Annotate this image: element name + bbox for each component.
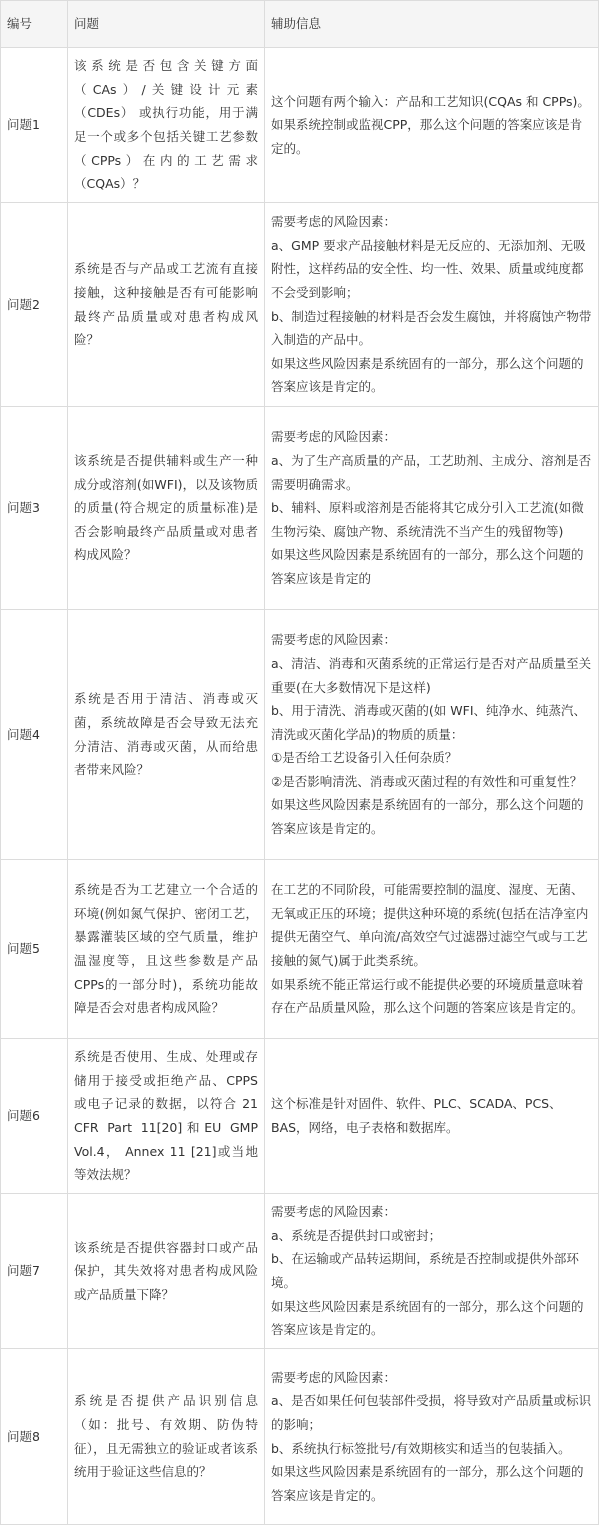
info-text: 需要考虑的风险因素： a、为了生产高质量的产品，工艺助剂、主成分、溶剂是否需要明确需求。 b、辅料、原料或溶剂是否能将其它成分引入工艺流(如微生物污染、腐蚀产物、系统清洗不当产生的残留物等) 如果这些风险因素是系统固有的一部分，那么这个问题的答案应该是肯定的 (271, 429, 592, 586)
row-info (265, 407, 599, 610)
question-text: 该系统是否提供辅料或生产一种成分或溶剂(如WFI)，以及该物质的质量(符合规定的质量标准)是否会影响最终产品质量或对患者构成风险？ (74, 453, 258, 563)
row-id: 问题5 (1, 860, 68, 1039)
row-question (68, 48, 265, 203)
row-question (68, 407, 265, 610)
question-text: 系统是否提供产品识别信息（如：批号、有效期、防伪特征），且无需独立的验证或者该系统用于验证这些信息的？ (74, 1393, 258, 1480)
row-question (68, 1194, 265, 1349)
table-row (1, 1349, 599, 1525)
row-question (68, 1349, 265, 1525)
row-info (265, 203, 599, 407)
info-text: 需要考虑的风险因素： a、系统是否提供封口或密封； b、在运输或产品转运期间，系统是否控制或提供外部环境。 如果这些风险因素是系统固有的一部分，那么这个问题的答案应该是肯定的。 (271, 1204, 584, 1338)
question-text: 系统是否用于清洁、消毒或灭菌，系统故障是否会导致无法充分清洁、消毒或灭菌，从而给患者带来风险？ (74, 691, 258, 778)
info-text: 这个标准是针对固件、软件、PLC、SCADA、PCS、BAS，网络，电子表格和数据库。 (271, 1096, 562, 1135)
row-id: 问题6 (1, 1039, 68, 1194)
question-text: 该系统是否提供容器封口或产品保护，其失效将对患者构成风险或产品质量下降？ (74, 1239, 258, 1302)
table-row (1, 860, 599, 1039)
info-text: 需要考虑的风险因素： a、GMP 要求产品接触材料是无反应的、无添加剂、无吸附性，这样药品的安全性、均一性、效果、质量或纯度都不会受到影响； b、制造过程接触的材料是否会发生腐蚀，并将腐蚀产物带入制造的产品中。 如果这些风险因素是系统固有的一部分，那么这个问题的答案应该是肯定的。 (271, 214, 592, 395)
row-info (265, 48, 599, 203)
question-text: 系统是否使用、生成、处理或存储用于接受或拒绝产品、CPPS 或电子记录的数据，以符合 21 CFR Part 11[20]和EU GMP Vol.4， Annex 11 [21]或当地等效法规？ (74, 1049, 258, 1183)
question-text: 系统是否与产品或工艺流有直接接触，这种接触是否有可能影响最终产品质量或对患者构成风险？ (74, 261, 258, 348)
row-info (265, 1039, 599, 1194)
row-id: 问题3 (1, 407, 68, 610)
table-row (1, 203, 599, 407)
row-id: 问题8 (1, 1349, 68, 1525)
table-row (1, 1194, 599, 1349)
info-text: 在工艺的不同阶段，可能需要控制的温度、湿度、无菌、无氧或正压的环境；提供这种环境的系统(包括在洁净室内提供无菌空气、单向流/高效空气过滤器过滤空气或与工艺接触的氮气)属于此类系统。 如果系统不能正常运行或不能提供必要的环境质量意味着存在产品质量风险，那么这个问题的答案应该是肯定的。 (271, 882, 589, 1016)
header-id: 编号 (1, 1, 68, 48)
table-row (1, 610, 599, 860)
table-header-row (1, 1, 599, 48)
question-text: 系统是否为工艺建立一个合适的环境(例如氮气保护、密闭工艺，暴露灌装区域的空气质量，维护温湿度等，且这些参数是产品CPPs的一部分时)，系统功能故障是否会对患者构成风险？ (74, 882, 258, 1016)
row-id: 问题7 (1, 1194, 68, 1349)
row-question (68, 860, 265, 1039)
header-info: 辅助信息 (265, 1, 599, 48)
row-question (68, 203, 265, 407)
row-info (265, 860, 599, 1039)
table-row (1, 48, 599, 203)
row-id: 问题2 (1, 203, 68, 407)
row-question (68, 610, 265, 860)
info-text: 这个问题有两个输入：产品和工艺知识(CQAs 和 CPPs)。 如果系统控制或监视CPP，那么这个问题的答案应该是肯定的。 (271, 93, 590, 156)
row-id: 问题4 (1, 610, 68, 860)
table-row (1, 1039, 599, 1194)
table-row (1, 407, 599, 610)
row-id: 问题1 (1, 48, 68, 203)
row-info (265, 1194, 599, 1349)
row-info (265, 1349, 599, 1525)
row-info (265, 610, 599, 860)
header-question: 问题 (68, 1, 265, 48)
info-text: 需要考虑的风险因素： a、是否如果任何包装部件受损，将导致对产品质量或标识的影响； b、系统执行标签批号/有效期核实和适当的包装插入。 如果这些风险因素是系统固有的一部分，那么这个问题的答案应该是肯定的。 (271, 1369, 592, 1503)
question-text: 该系统是否包含关键方面（CAs）/关键设计元素（CDEs） 或执行功能，用于满足一个或多个包括关键工艺参数（CPPs）在内的工艺需求（CQAs）？ (74, 58, 258, 192)
row-question (68, 1039, 265, 1194)
info-text: 需要考虑的风险因素： a、清洁、消毒和灭菌系统的正常运行是否对产品质量至关重要(在大多数情况下是这样) b、用于清洗、消毒或灭菌的(如 WFI、纯净水、纯蒸汽、清洗或灭菌化学品)的物质的质量： ①是否给工艺设备引入任何杂质？ ②是否影响清洗、消毒或灭菌过程的有效性和可重复性？ 如果这些风险因素是系统固有的一部分，那么这个问题的答案应该是肯定的。 (271, 632, 592, 837)
